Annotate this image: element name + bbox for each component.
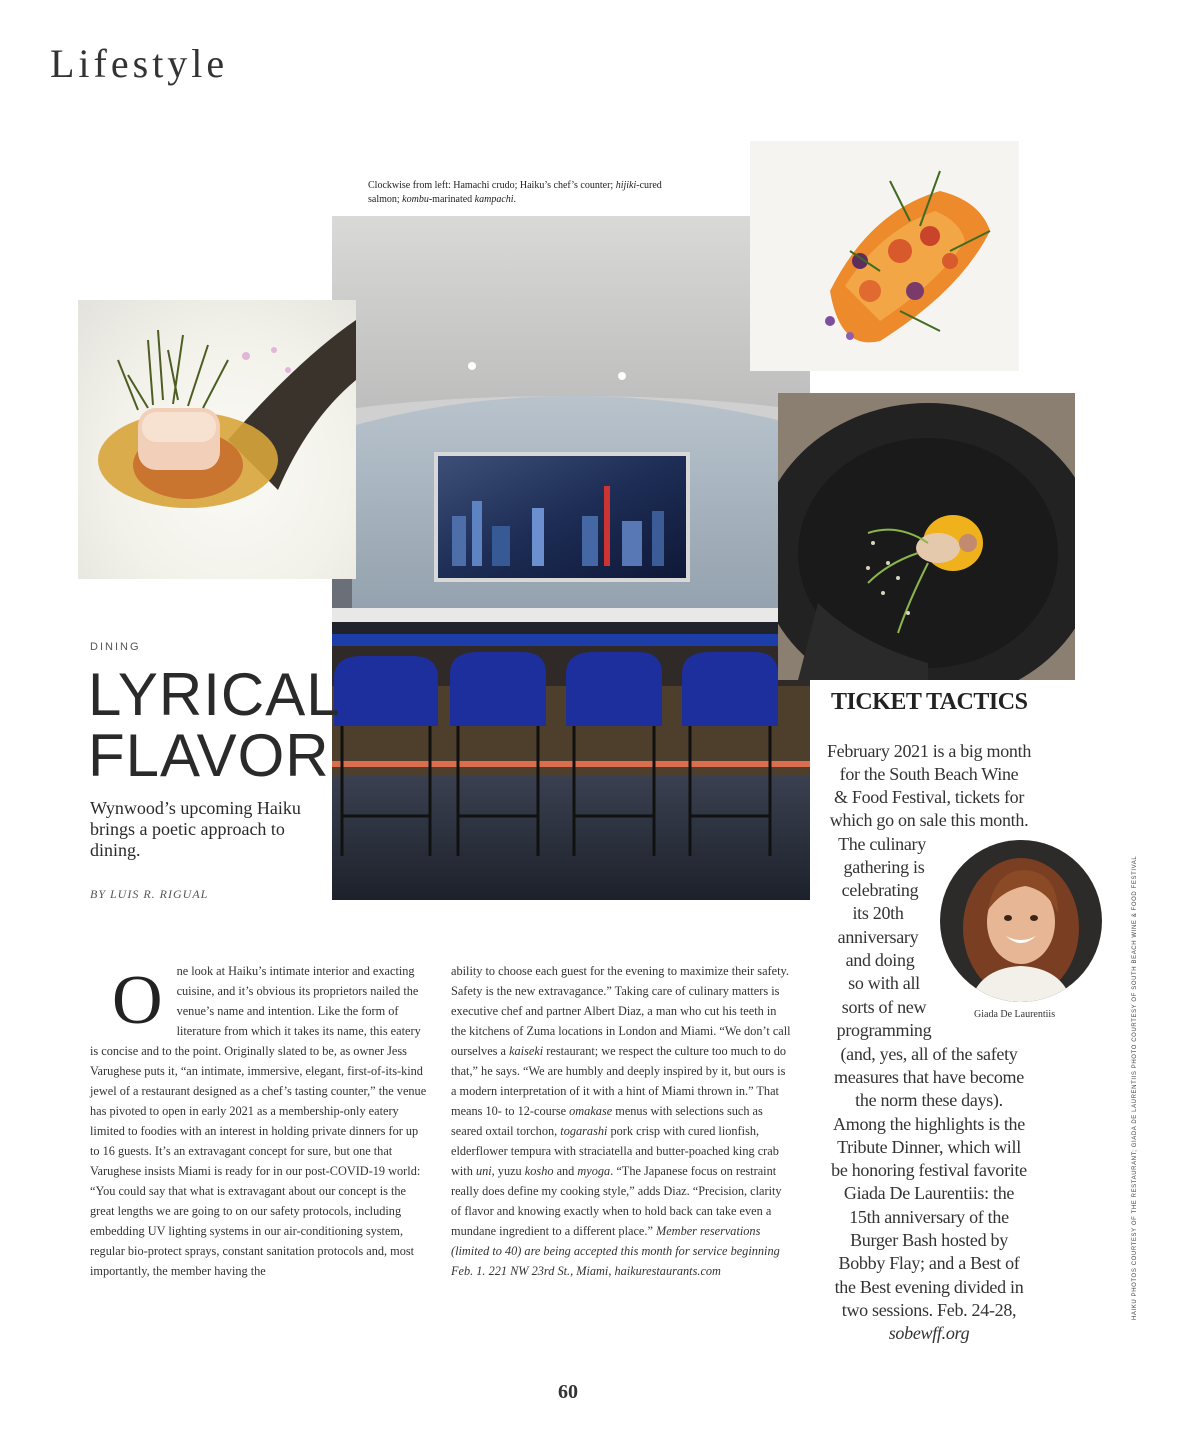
article-headline	[88, 661, 341, 789]
article-kicker: DINING	[90, 641, 141, 653]
drop-cap: O	[112, 962, 163, 1039]
sidebar-line: Giada De Laurentiis: the	[843, 1183, 1015, 1203]
portrait-giada-de-laurentiis	[940, 840, 1102, 1002]
section-title: Lifestyle	[50, 41, 229, 86]
photo-kombu-marinated-kampachi	[778, 393, 1075, 680]
caption-kombu: kombu	[402, 194, 429, 205]
col2-part-a: ability to choose each guest for the evening to maximize their safety. Safety is the new extravagance.” Taking care of culinary matters is executive chef and partner Albert Diaz, a man who cut his teeth in the kitchens of Zuma locations in London and Miami. “We don’t call ourselves a	[451, 964, 791, 1058]
headline-line-1: LYRICAL	[88, 661, 341, 728]
col2-part-e: , yuzu	[491, 1164, 525, 1178]
sidebar-link[interactable]: sobewff.org	[888, 1323, 970, 1343]
sidebar-line: Among the highlights is the	[833, 1114, 1025, 1134]
col2-uni: uni	[475, 1164, 492, 1178]
sidebar-line: be honoring festival favorite	[831, 1160, 1027, 1180]
body-col1-text: ne look at Haiku’s intimate interior and exacting cuisine, and it’s obvious its proprietors nailed the venue’s name and intention. Like the form of literature from which it takes its name, this eatery is concise and to the point. Originally slated to be, as owner Jess Varughese puts it, “an intimate, immersive, elegant, first-of-its-kind jewel of a restaurant designed as a chef’s tasting counter,” the venue has pivoted to open in early 2021 as a membership-only eatery limited to foodies with an interest in holding private dinners for up to 16 guests. It’s an extravagant concept for sure, but one that Varughese insists Miami is ready for in our post-COVID-19 world: “You could say that what is extravagant about our concept is the great lengths we are going to on our safety protocols, including embedding UV lighting systems in our air-conditioning system, regular bio-protect sprays, constant sanitation protocols and, most importantly, the member having the	[90, 964, 427, 1278]
portrait-caption: Giada De Laurentiis	[974, 1009, 1056, 1020]
col2-part-b: restaurant; we respect the culture too much to do that,” he says. “We are humbly and deeply inspired by it, but ours is a modern interpretation of it with a hint of Miami thrown in.” That means 10- to 12-course	[451, 1044, 786, 1118]
sidebar-line: 15th anniversary of the	[849, 1207, 1009, 1227]
caption-end: .	[513, 194, 517, 205]
col2-kosho: kosho	[524, 1164, 554, 1178]
col2-part-d: pork crisp with cured lionfish, elderflower tempura with straciatella and butter-poached king crab with	[451, 1124, 779, 1178]
headline-line-2: FLAVOR	[88, 722, 330, 789]
caption-lead: Clockwise from left: Hamachi crudo; Haiku’s chef’s counter;	[368, 180, 616, 191]
col2-togarashi: togarashi	[560, 1124, 608, 1138]
sidebar-line: its 20th	[852, 903, 904, 923]
photo-chefs-counter	[332, 216, 810, 900]
portrait-illustration	[940, 840, 1102, 1002]
sidebar-title: TICKET TACTICS	[831, 689, 1028, 715]
sidebar-line: February 2021 is a big month	[826, 741, 1032, 761]
article-dek: Wynwood’s upcoming Haiku brings a poetic approach to dining.	[90, 798, 301, 860]
kampachi-illustration	[778, 393, 1075, 680]
col2-myoga: myoga	[577, 1164, 611, 1178]
col2-kaiseki: kaiseki	[509, 1044, 544, 1058]
sidebar-line: Burger Bash hosted by	[850, 1230, 1008, 1250]
caption-kampachi: kampachi	[474, 194, 514, 205]
col2-part-c: menus with selections such as seared oxtail torchon,	[451, 1104, 763, 1138]
sidebar-line: Bobby Flay; and a Best of	[838, 1253, 1020, 1273]
photo-caption	[368, 179, 668, 207]
sidebar-line: The culinary	[838, 834, 926, 854]
sidebar-line: sorts of new	[841, 997, 927, 1017]
caption-hijiki: hijiki	[615, 180, 637, 191]
sidebar-line: so with all	[848, 973, 920, 993]
sidebar-line: and doing	[845, 950, 915, 970]
col2-omakase: omakase	[569, 1104, 613, 1118]
photo-credit: HAIKU PHOTOS COURTESY OF THE RESTAURANT; GIADA DE LAURENTIIS PHOTO COURTESY OF SOUTH BEACH WINE & FOOD FESTIVAL	[1132, 855, 1138, 1320]
sidebar-line: the norm these days).	[855, 1090, 1003, 1110]
col2-part-f: and	[553, 1164, 578, 1178]
article-byline: BY LUIS R. RIGUAL	[90, 887, 209, 901]
body-column-1	[90, 961, 430, 1281]
cured-salmon-illustration	[750, 141, 1019, 371]
caption-marinated: -marinated	[428, 194, 475, 205]
sidebar-line: celebrating	[841, 880, 919, 900]
sidebar-line: two sessions. Feb. 24-28,	[841, 1300, 1017, 1320]
sidebar-line: which go on sale this month.	[829, 810, 1029, 830]
sidebar-line: measures that have become	[834, 1067, 1024, 1087]
sidebar-line: programming	[836, 1020, 932, 1040]
col2-closing-info: Member reservations (limited to 40) are being accepted this month for service beginning Feb. 1. 221 NW 23rd St., Miami, haikurestaurants.com	[451, 1224, 780, 1278]
body-column-2	[451, 961, 793, 1281]
sidebar-line: gathering is	[843, 857, 925, 877]
page-number: 60	[558, 1381, 578, 1403]
sidebar-line: for the South Beach Wine	[839, 764, 1019, 784]
sidebar-line: the Best evening divided in	[834, 1277, 1024, 1297]
caption-cured-salmon: -cured salmon;	[368, 180, 662, 205]
photo-hamachi-crudo	[78, 300, 356, 579]
photo-hijiki-cured-salmon	[750, 141, 1019, 371]
chefs-counter-illustration	[332, 216, 810, 900]
sidebar-line: anniversary	[837, 927, 919, 947]
col2-part-g: . “The Japanese focus on restraint really does define my cooking style,” adds Diaz. “Precision, clarity of flavor and knowing exactly when to hold back can take even a mundane ingredient to a different place.”	[451, 1164, 782, 1238]
sidebar-line: Tribute Dinner, which will	[837, 1137, 1021, 1157]
sidebar-line: (and, yes, all of the safety	[840, 1044, 1018, 1064]
hamachi-crudo-illustration	[78, 300, 356, 579]
sidebar-line: & Food Festival, tickets for	[833, 787, 1025, 807]
